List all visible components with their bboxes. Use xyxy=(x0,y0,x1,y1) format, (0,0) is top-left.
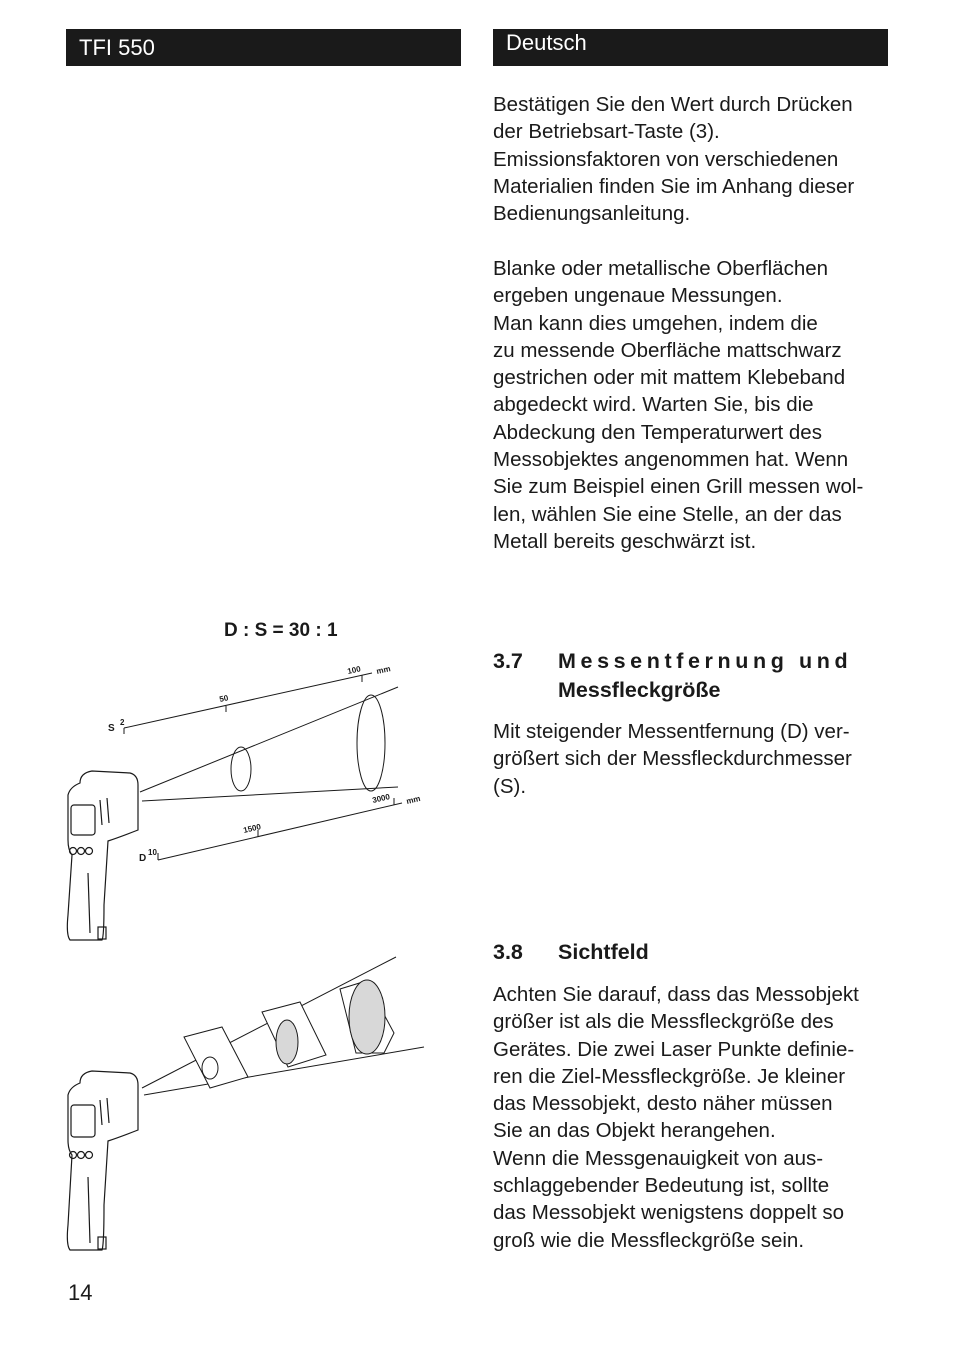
text-line: größer ist als die Messfleckgröße des xyxy=(493,1010,834,1034)
distance-spot-ratio-label: D : S = 30 : 1 xyxy=(224,620,338,641)
text-line: ergeben ungenaue Messungen. xyxy=(493,284,783,308)
text-line: Abdeckung den Temperaturwert des xyxy=(493,420,822,444)
text-line: gestrichen oder mit mattem Klebeband xyxy=(493,366,846,390)
text-line: der Betriebsart-Taste (3). xyxy=(493,120,720,144)
header-left-bar xyxy=(66,29,461,66)
text-line: Materialien finden Sie im Anhang dieser xyxy=(493,174,855,198)
header-model: TFI 550 xyxy=(79,35,155,60)
text-line: (S). xyxy=(493,774,527,798)
intro-paragraph-2 xyxy=(493,255,888,555)
d-unit: mm xyxy=(405,793,422,806)
text-line: Sie an das Objekt herangehen. xyxy=(493,1119,776,1143)
text-line: Gerätes. Die zwei Laser Punkte definie- xyxy=(493,1037,855,1061)
section-number: 3.8 xyxy=(493,940,523,964)
s-scale-line xyxy=(124,673,372,728)
section-3-8-heading xyxy=(493,938,888,968)
text-line: Man kann dies umgehen, indem die xyxy=(493,311,818,335)
section-3-8-body xyxy=(493,981,888,1254)
spot-near-ellipse xyxy=(231,747,251,791)
d-value-1500: 1500 xyxy=(242,822,262,835)
s-unit: mm xyxy=(375,664,392,676)
d-value-3000: 3000 xyxy=(371,792,391,805)
target-plate-small xyxy=(184,1027,248,1088)
s-label: S xyxy=(108,723,115,734)
header-language: Deutsch xyxy=(506,30,587,55)
text-line: Sie zum Beispiel einen Grill messen wol- xyxy=(493,475,864,499)
section-title-line2: Messfleckgröße xyxy=(558,678,721,702)
distance-spot-diagram xyxy=(50,655,440,950)
intro-paragraph-1 xyxy=(493,91,888,227)
text-line: Mit steigender Messentfernung (D) ver- xyxy=(493,720,850,743)
text-line: größert sich der Messfleckdurchmesser xyxy=(493,747,852,771)
section-title-line1: Messentfernung und xyxy=(558,649,853,673)
d-scale-line xyxy=(158,803,402,860)
text-line: len, wählen Sie eine Stelle, an der das xyxy=(493,502,842,526)
text-line: schlaggebender Bedeutung ist, sollte xyxy=(493,1174,830,1198)
thermometer-device-icon xyxy=(67,771,138,940)
s-value-2: 2 xyxy=(120,718,125,727)
text-line: zu messende Oberfläche mattschwarz xyxy=(493,338,842,362)
text-line: Blanke oder metallische Oberflächen xyxy=(493,257,829,280)
section-3-7-heading xyxy=(493,647,888,707)
s-value-50: 50 xyxy=(218,693,230,704)
text-line: Bestätigen Sie den Wert durch Drücken xyxy=(493,93,853,116)
section-title: Sichtfeld xyxy=(558,940,649,964)
header-right-bar xyxy=(493,29,888,66)
text-line: Metall bereits geschwärzt ist. xyxy=(493,529,757,553)
field-of-view-diagram xyxy=(50,955,440,1265)
text-line: Messobjektes angenommen hat. Wenn xyxy=(493,448,849,472)
spot-far-ellipse xyxy=(357,695,385,791)
d-label: D xyxy=(139,853,147,864)
text-line: abgedeckt wird. Warten Sie, bis die xyxy=(493,393,814,417)
page-number: 14 xyxy=(68,1280,93,1305)
thermometer-device-icon xyxy=(67,1071,138,1250)
text-line: Wenn die Messgenauigkeit von aus- xyxy=(493,1146,824,1170)
s-value-100: 100 xyxy=(346,664,362,676)
beam-upper-edge xyxy=(140,687,398,792)
target-plate-medium xyxy=(262,1002,326,1067)
text-line: Achten Sie darauf, dass das Messobjekt xyxy=(493,983,859,1006)
target-plate-large xyxy=(340,980,394,1054)
text-line: ren die Ziel-Messfleckgröße. Je kleiner xyxy=(493,1064,846,1088)
text-line: Emissionsfaktoren von verschiedenen xyxy=(493,147,839,171)
text-line: groß wie die Messfleckgröße sein. xyxy=(493,1228,805,1252)
d-value-10: 10 xyxy=(148,848,157,857)
text-line: das Messobjekt, desto näher müssen xyxy=(493,1092,833,1116)
beam-lower-edge xyxy=(142,787,398,801)
section-3-7-body xyxy=(493,718,888,800)
text-line: das Messobjekt wenigstens doppelt so xyxy=(493,1201,844,1225)
text-line: Bedienungsanleitung. xyxy=(493,202,691,226)
section-number: 3.7 xyxy=(493,649,523,673)
